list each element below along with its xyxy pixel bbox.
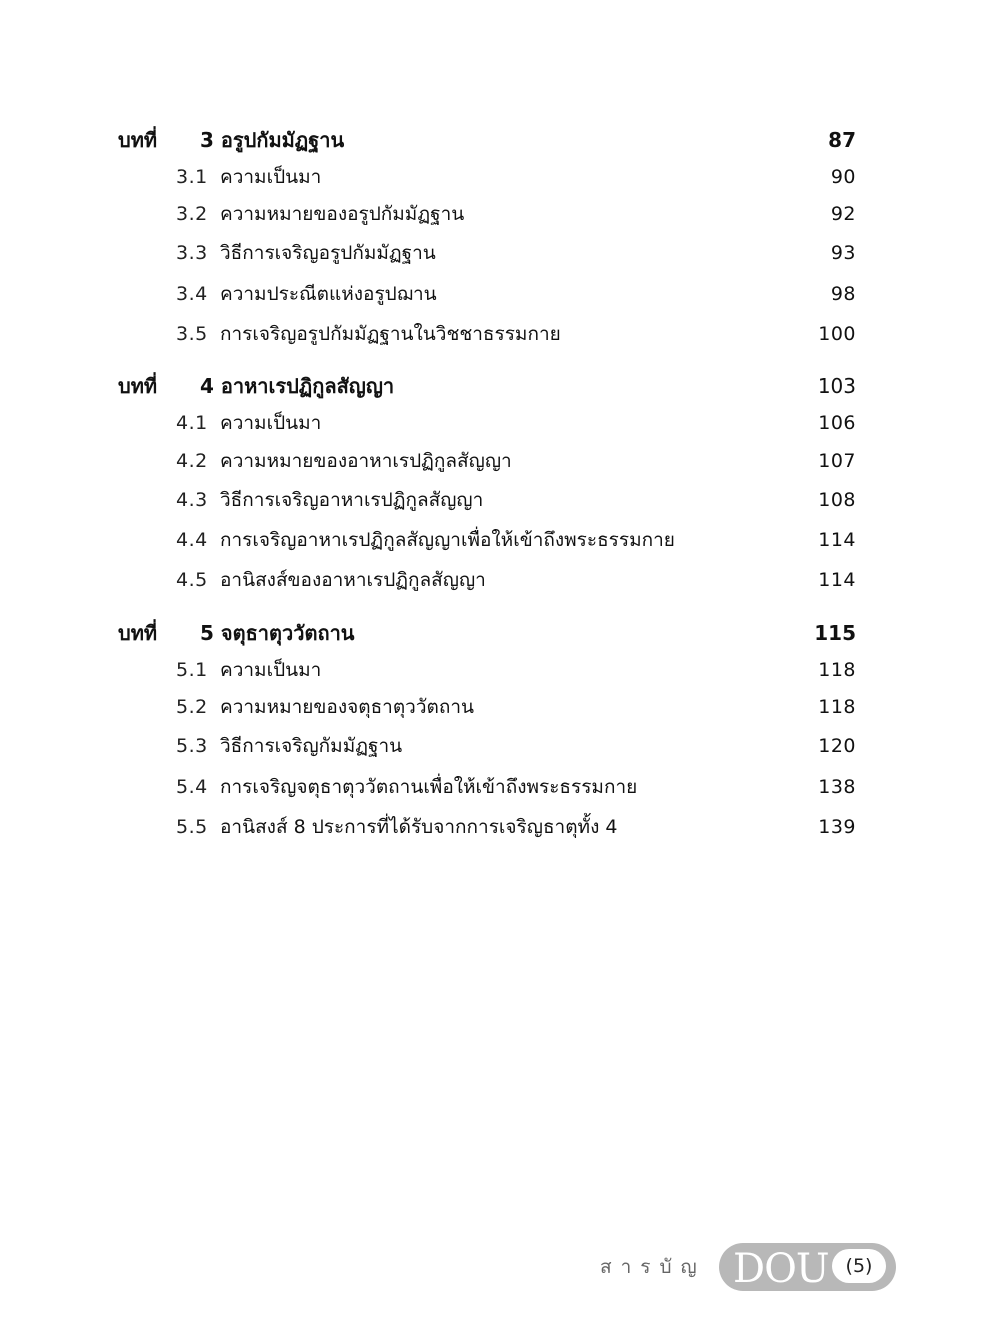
section-title: วิธีการเจริญอรูปกัมมัฏฐาน: [220, 242, 436, 264]
section-title: อานิสงส์ 8 ประการที่ได้รับจากการเจริญธาตุทั้ง 4: [220, 816, 618, 838]
chapter-title: 3 อรูปกัมมัฏฐาน: [200, 128, 345, 152]
chapter-heading: [0, 368, 1000, 404]
section-number: 5.3: [176, 735, 208, 757]
section-number: 3.1: [176, 166, 208, 188]
section-page: 120: [818, 735, 856, 757]
section-page: 90: [830, 166, 856, 188]
chapter-label: บทที่: [118, 621, 158, 645]
section-page: 98: [830, 283, 856, 305]
page-number: (5): [832, 1249, 886, 1283]
toc-entry: [0, 482, 1000, 518]
section-number: 5.2: [176, 696, 208, 718]
section-title: วิธีการเจริญอาหาเรปฏิกูลสัญญา: [220, 489, 484, 511]
section-number: 3.2: [176, 203, 208, 225]
section-title: ความหมายของจตุธาตุววัตถาน: [220, 696, 475, 718]
chapter-page: 103: [817, 374, 856, 398]
section-title: อานิสงส์ของอาหาเรปฏิกูลสัญญา: [220, 569, 486, 591]
section-page: 114: [818, 529, 856, 551]
toc-entry: [0, 443, 1000, 479]
section-number: 4.1: [176, 412, 208, 434]
toc-entry: [0, 769, 1000, 805]
toc-entry: [0, 196, 1000, 232]
toc-entry: [0, 652, 1000, 688]
toc-entry: [0, 405, 1000, 441]
toc-entry: [0, 689, 1000, 725]
section-page: 106: [818, 412, 856, 434]
section-title: การเจริญจตุธาตุววัตถานเพื่อให้เข้าถึงพระธรรมกาย: [220, 776, 638, 798]
section-page: 100: [818, 323, 856, 345]
section-title: ความประณีตแห่งอรูปฌาน: [220, 283, 437, 305]
toc-entry: [0, 809, 1000, 845]
section-page: 107: [818, 450, 856, 472]
section-number: 5.1: [176, 659, 208, 681]
section-number: 3.3: [176, 242, 208, 264]
section-number: 4.4: [176, 529, 208, 551]
section-title: ความหมายของอรูปกัมมัฏฐาน: [220, 203, 465, 225]
toc-entry: [0, 235, 1000, 271]
section-page: 108: [818, 489, 856, 511]
section-page: 92: [830, 203, 856, 225]
toc-entry: [0, 316, 1000, 352]
section-title: การเจริญอรูปกัมมัฏฐานในวิชชาธรรมกาย: [220, 323, 561, 345]
section-number: 4.2: [176, 450, 208, 472]
section-number: 4.5: [176, 569, 208, 591]
dou-page-badge: [719, 1243, 896, 1291]
toc-entry: [0, 159, 1000, 195]
chapter-heading: [0, 615, 1000, 651]
footer-section-label: สารบัญ: [600, 1256, 706, 1278]
section-number: 3.4: [176, 283, 208, 305]
toc-entry: [0, 522, 1000, 558]
chapter-page: 115: [814, 621, 856, 645]
section-page: 138: [818, 776, 856, 798]
chapter-page: 87: [828, 128, 856, 152]
toc-entry: [0, 562, 1000, 598]
dou-logo: DOU: [733, 1246, 829, 1292]
section-number: 5.5: [176, 816, 208, 838]
section-page: 139: [818, 816, 856, 838]
section-title: วิธีการเจริญกัมมัฏฐาน: [220, 735, 403, 757]
section-title: ความเป็นมา: [220, 412, 322, 434]
section-page: 93: [830, 242, 856, 264]
section-page: 118: [818, 696, 856, 718]
section-title: การเจริญอาหาเรปฏิกูลสัญญาเพื่อให้เข้าถึงพระธรรมกาย: [220, 529, 675, 551]
section-number: 3.5: [176, 323, 208, 345]
chapter-title: 4 อาหาเรปฏิกูลสัญญา: [200, 374, 395, 398]
section-title: ความเป็นมา: [220, 659, 322, 681]
section-number: 4.3: [176, 489, 208, 511]
section-title: ความเป็นมา: [220, 166, 322, 188]
chapter-heading: [0, 122, 1000, 158]
toc-entry: [0, 728, 1000, 764]
section-page: 118: [818, 659, 856, 681]
section-page: 114: [818, 569, 856, 591]
section-title: ความหมายของอาหาเรปฏิกูลสัญญา: [220, 450, 512, 472]
chapter-label: บทที่: [118, 374, 158, 398]
chapter-label: บทที่: [118, 128, 158, 152]
section-number: 5.4: [176, 776, 208, 798]
chapter-title: 5 จตุธาตุววัตถาน: [200, 621, 355, 645]
toc-entry: [0, 276, 1000, 312]
